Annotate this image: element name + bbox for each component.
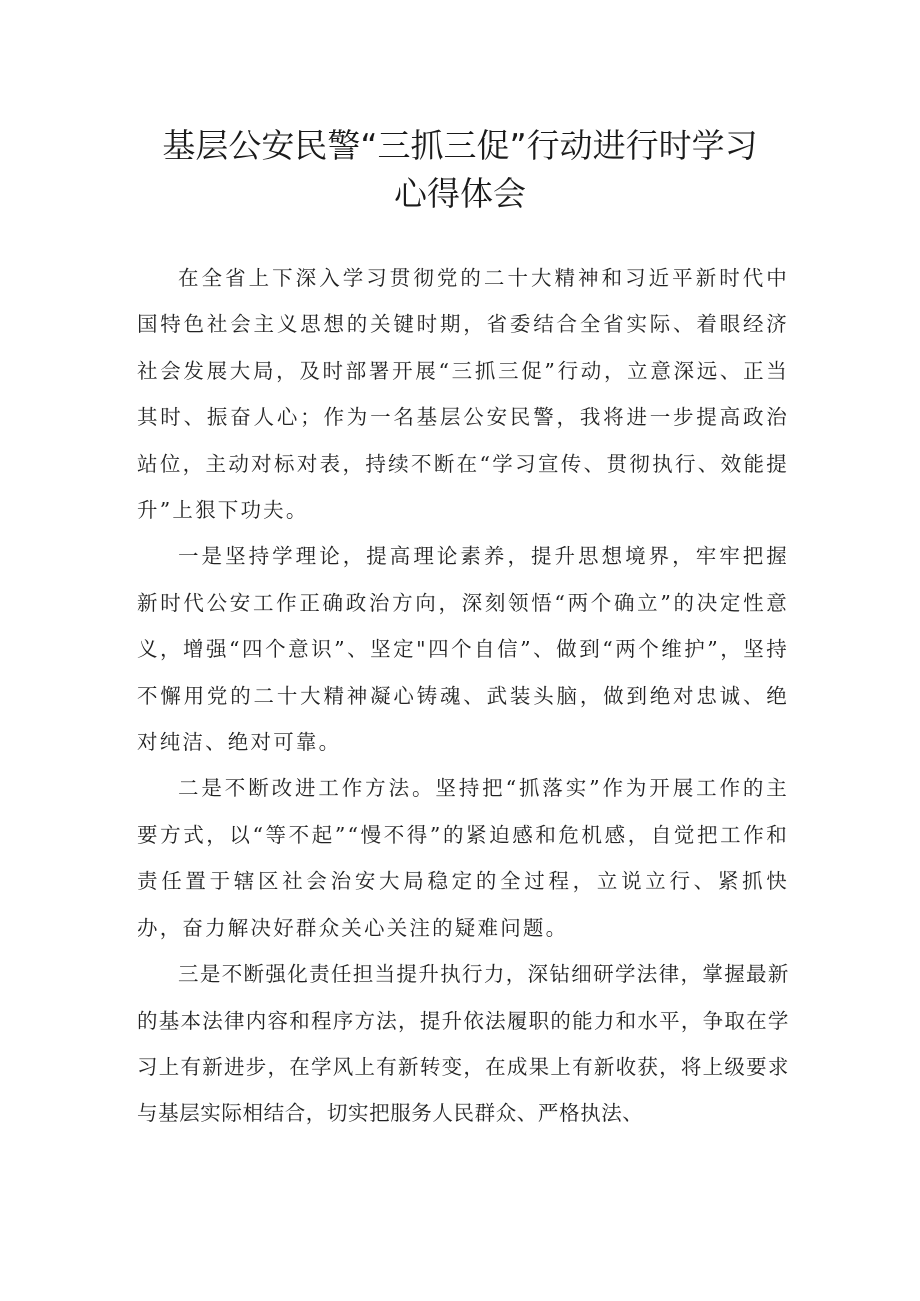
- paragraph-point-one: 一是坚持学理论，提高理论素养，提升思想境界，牢牢把握新时代公安工作正确政治方向，深刻领悟“两个确立”的决定性意义，增强“四个意识”、坚定"四个自信”、做到“两个维护”，坚持不懈用党的二十大精神凝心铸魂、武装头脑，做到绝对忠诚、绝对纯洁、绝对可靠。: [137, 544, 789, 755]
- document-title-line-1: 基层公安民警“三抓三促”行动进行时学习: [162, 126, 758, 165]
- paragraph-point-two: 二是不断改进工作方法。坚持把“抓落实”作为开展工作的主要方式，以“等不起”“慢不得”的紧迫感和危机感，自觉把工作和责任置于辖区社会治安大局稳定的全过程，立说立行、紧抓快办，奋力解决好群众关心关注的疑难问题。: [137, 776, 789, 940]
- document-body: [137, 255, 789, 1137]
- paragraph-point-three: 三是不断强化责任担当提升执行力，深钻细研学法律，掌握最新的基本法律内容和程序方法，提升依法履职的能力和水平，争取在学习上有新进步，在学风上有新转变，在成果上有新收获，将上级要求与基层实际相结合，切实把服务人民群众、严格执法、: [137, 962, 789, 1126]
- paragraph-intro: 在全省上下深入学习贯彻党的二十大精神和习近平新时代中国特色社会主义思想的关键时期，省委结合全省实际、着眼经济社会发展大局，及时部署开展“三抓三促”行动，立意深远、正当其时、振奋人心；作为一名基层公安民警，我将进一步提高政治站位，主动对标对表，持续不断在“学习宣传、贯彻执行、效能提升”上狠下功夫。: [137, 266, 789, 523]
- document-title-line-2: 心得体会: [394, 174, 526, 213]
